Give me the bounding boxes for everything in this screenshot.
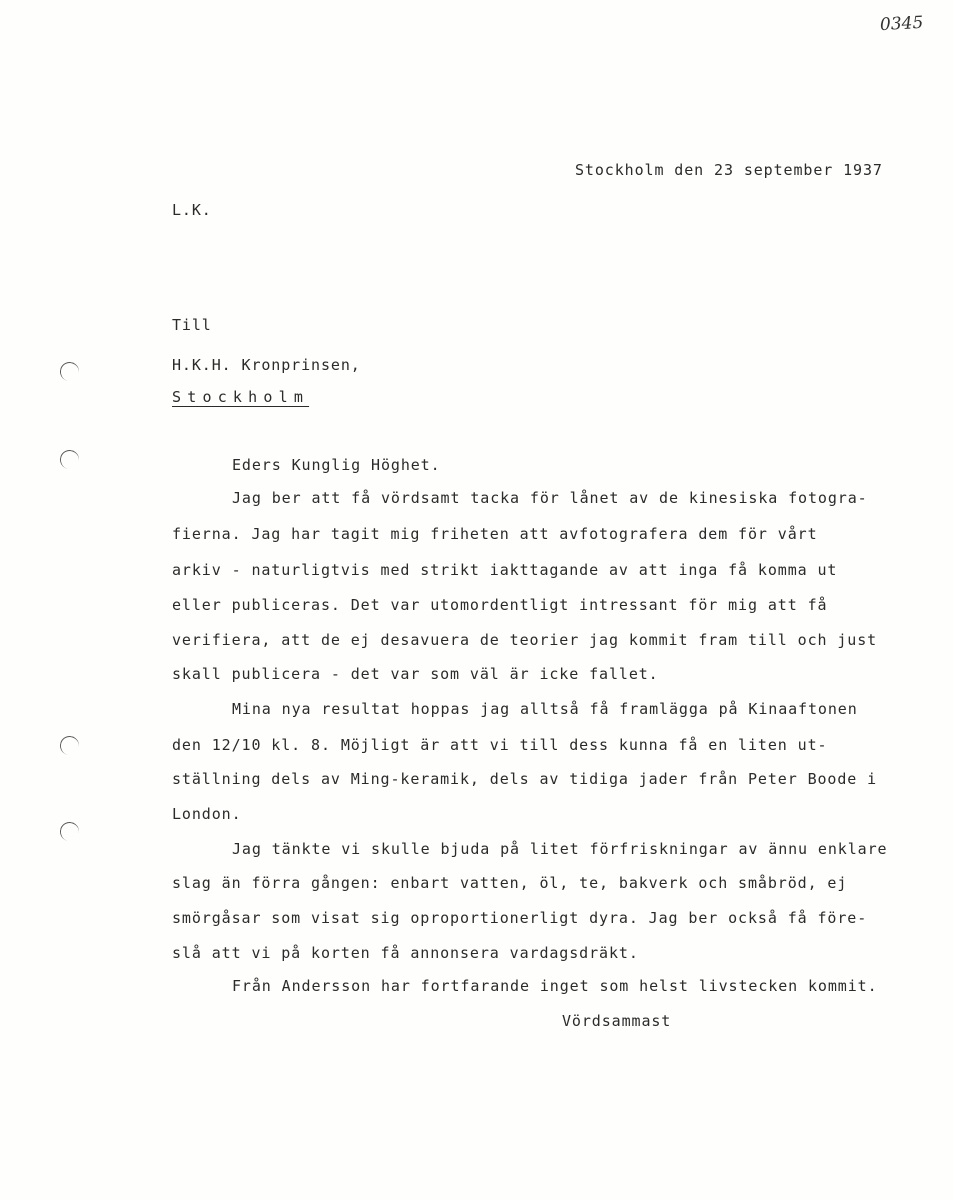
address-city: Stockholm (172, 388, 310, 406)
punch-hole-mark (58, 448, 80, 470)
body-line: London. (172, 805, 242, 823)
address-recipient: H.K.H. Kronprinsen, (172, 356, 361, 374)
punch-hole-mark (58, 360, 80, 382)
closing: Vördsammast (562, 1012, 672, 1030)
dateline: Stockholm den 23 september 1937 (575, 161, 883, 179)
archive-number: 0345 (879, 12, 924, 36)
body-line: Jag ber att få vördsamt tacka för lånet av de kinesiska fotogra- (232, 489, 868, 507)
body-line: slå att vi på korten få annonsera vardagsdräkt. (172, 944, 639, 962)
body-line: slag än förra gången: enbart vatten, öl, te, bakverk och småbröd, ej (172, 874, 848, 892)
body-line: smörgåsar som visat sig oproportionerligt dyra. Jag ber också få före- (172, 909, 868, 927)
body-line: fierna. Jag har tagit mig friheten att avfotografera dem för vårt (172, 525, 818, 543)
body-line: den 12/10 kl. 8. Möjligt är att vi till dess kunna få en liten ut- (172, 736, 828, 754)
punch-hole-mark (58, 820, 80, 842)
salutation: Eders Kunglig Höghet. (232, 456, 441, 474)
body-line: Jag tänkte vi skulle bjuda på litet förfriskningar av ännu enklare (232, 840, 888, 858)
body-line: skall publicera - det var som väl är icke fallet. (172, 665, 659, 683)
body-line: ställning dels av Ming-keramik, dels av tidiga jader från Peter Boode i (172, 770, 878, 788)
body-line: Mina nya resultat hoppas jag alltså få framlägga på Kinaaftonen (232, 700, 858, 718)
body-line: Från Andersson har fortfarande inget som helst livstecken kommit. (232, 977, 878, 995)
body-line: eller publiceras. Det var utomordentligt intressant för mig att få (172, 596, 828, 614)
body-line: verifiera, att de ej desavuera de teorier jag kommit fram till och just (172, 631, 878, 649)
address-to: Till (172, 316, 212, 334)
reference-initials: L.K. (172, 201, 212, 219)
punch-hole-mark (58, 734, 80, 756)
body-line: arkiv - naturligtvis med strikt iakttagande av att inga få komma ut (172, 561, 838, 579)
